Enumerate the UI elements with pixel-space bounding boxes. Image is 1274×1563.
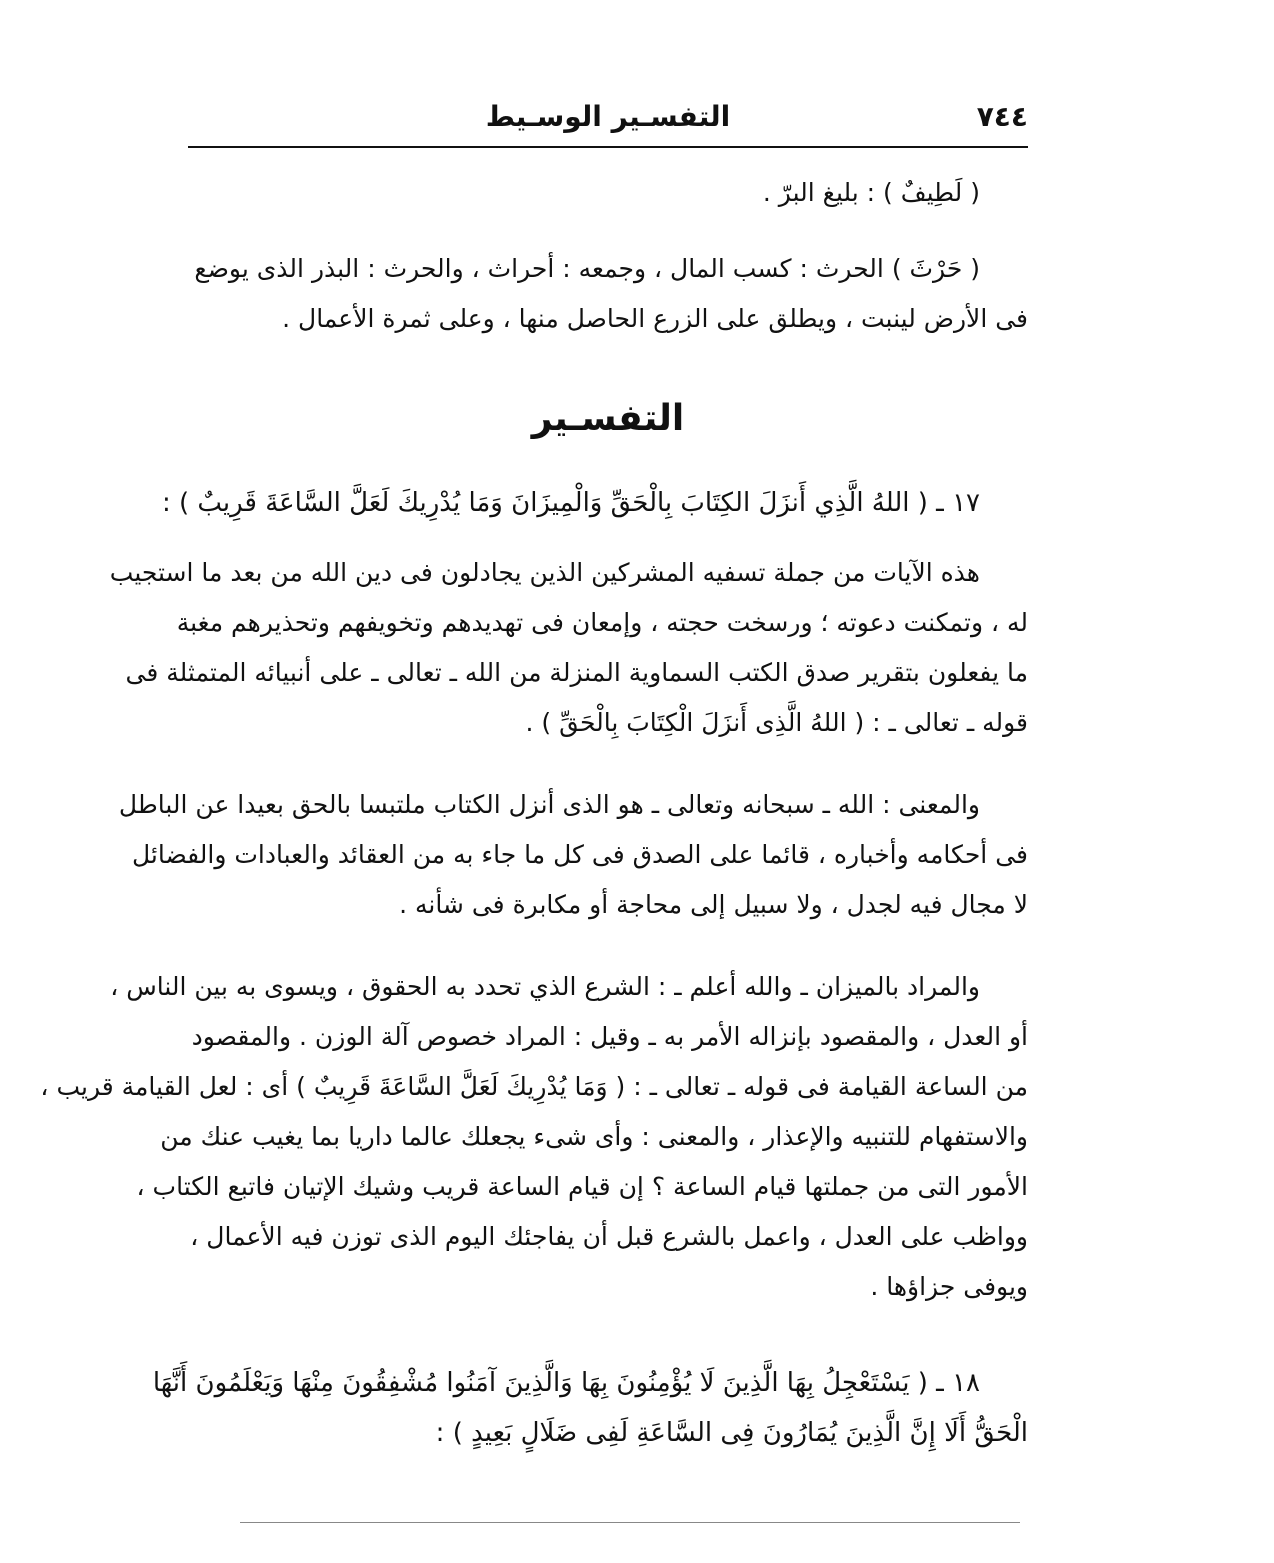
text-line: ويوفى جزاؤها . [870,1272,1028,1301]
text-line: الأمور التى من جملتها قيام الساعة ؟ إن قيام الساعة قريب وشيك الإتيان فاتبع الكتاب ، [136,1172,1028,1201]
text-line: لا مجال فيه لجدل ، ولا سبيل إلى محاجة أو مكابرة فى شأنه . [399,890,1028,919]
text-line: والمراد بالميزان ـ والله أعلم ـ : الشرع الذي تحدد به الحقوق ، ويسوى به بين الناس ، [110,972,980,1001]
text-line: قوله ـ تعالى ـ : ( اللهُ الَّذِى أَنزَلَ الْكِتَابَ بِالْحَقِّ ) . [525,708,1028,737]
glossary-line: فى الأرض لينبت ، ويطلق على الزرع الحاصل منها ، وعلى ثمرة الأعمال . [282,304,1028,333]
glossary-line: ( لَطِيفٌ ) : بليغ البرّ . [762,178,980,207]
paragraph-1 [109,548,1028,748]
text-line: له ، وتمكنت دعوته ؛ ورسخت حجته ، وإمعان فى تهديدهم وتخويفهم وتحذيرهم مغبة [176,608,1028,637]
text-line: وواظب على العدل ، واعمل بالشرع قبل أن يفاجئك اليوم الذى توزن فيه الأعمال ، [190,1222,1028,1251]
verse-17 [161,478,1028,528]
text-line: من الساعة القيامة فى قوله ـ تعالى ـ : ( وَمَا يُدْرِيكَ لَعَلَّ السَّاعَةَ قَرِيبٌ ) أى : لعل القيامة قريب ، [40,1072,1028,1101]
bottom-scan-line [240,1522,1020,1523]
glossary-line: ( حَرْثَ ) الحرث : كسب المال ، وجمعه : أحراث ، والحرث : البذر الذى يوضع [194,254,980,283]
page-header [188,100,1028,140]
header-divider [188,146,1028,148]
paragraph-2 [118,780,1028,930]
verse-18 [152,1358,1028,1458]
verse-line: ١٧ ـ ( اللهُ الَّذِي أَنزَلَ الكِتَابَ بِالْحَقِّ وَالْمِيزَانَ وَمَا يُدْرِيكَ لَعَلَّ السَّاعَةَ قَرِيبٌ ) : [161,488,980,518]
verse-line: الْحَقُّ أَلَا إِنَّ الَّذِينَ يُمَارُونَ فِى السَّاعَةِ لَفِى ضَلَالٍ بَعِيدٍ ) : [435,1418,1028,1448]
page-number: ٧٤٤ [976,100,1028,133]
paragraph-3 [40,962,1028,1312]
text-line: هذه الآيات من جملة تسفيه المشركين الذين يجادلون فى دين الله من بعد ما استجيب [109,558,980,587]
text-line: ما يفعلون بتقرير صدق الكتب السماوية المنزلة من الله ـ تعالى ـ على أنبيائه المتمثلة فى [125,658,1028,687]
text-line: فى أحكامه وأخباره ، قائما على الصدق فى كل ما جاء به من العقائد والعبادات والفضائل [131,840,1028,869]
text-line: أو العدل ، والمقصود بإنزاله الأمر به ـ وقيل : المراد خصوص آلة الوزن . والمقصود [191,1022,1028,1051]
text-line: والاستفهام للتنبيه والإعذار ، والمعنى : وأى شىء يجعلك عالما داريا بما يغيب عنك من [160,1122,1028,1151]
glossary-harth [188,244,1028,344]
text-line: والمعنى : الله ـ سبحانه وتعالى ـ هو الذى أنزل الكتاب ملتبسا بالحق بعيدا عن الباطل [118,790,980,819]
section-title: التفسـير [531,398,685,439]
verse-line: ١٨ ـ ( يَسْتَعْجِلُ بِهَا الَّذِينَ لَا يُؤْمِنُونَ بِهَا وَالَّذِينَ آمَنُوا مُشْفِقُونَ مِنْهَا وَيَعْلَمُونَ أَنَّهَا [152,1368,980,1398]
running-title: التفسـير الوسـيط [485,100,731,133]
glossary-latif [188,168,1028,218]
